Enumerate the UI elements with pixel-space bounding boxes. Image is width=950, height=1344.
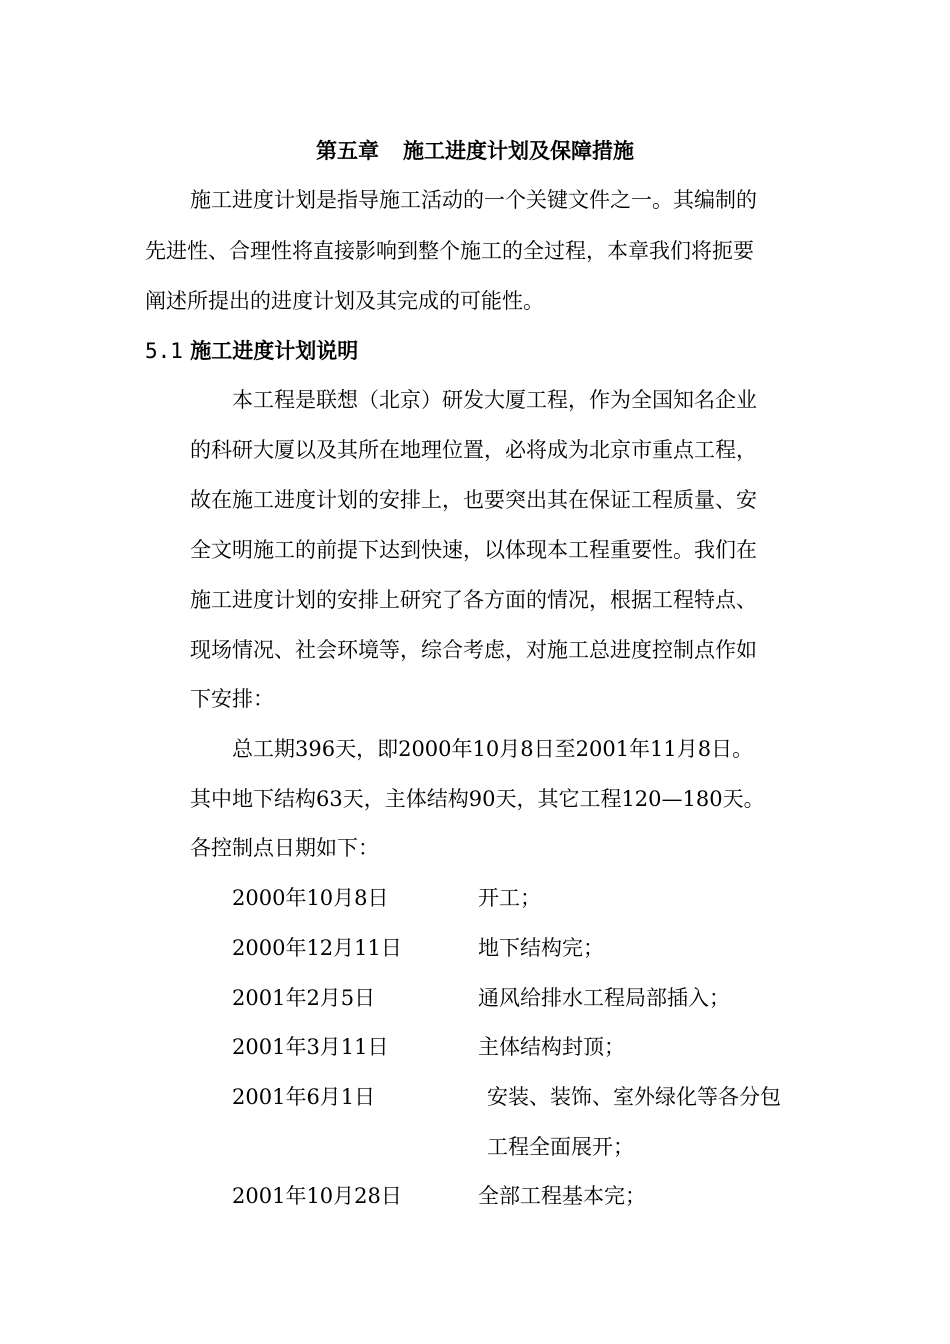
para1-line-4: 全文明施工的前提下达到快速，以体现本工程重要性。我们在 [190, 538, 757, 562]
section-heading [145, 336, 358, 366]
para1-line-5: 施工进度计划的安排上研究了各方面的情况，根据工程特点、 [190, 588, 757, 612]
para2-line-3: 各控制点日期如下： [190, 836, 379, 860]
para1-line-7: 下安排： [190, 687, 274, 711]
intro-line-3: 阐述所提出的进度计划及其完成的可能性。 [145, 289, 544, 313]
para1-line-6: 现场情况、社会环境等，综合考虑，对施工总进度控制点作如 [190, 638, 757, 662]
milestone-event-continued: 工程全面展开； [487, 1135, 634, 1159]
para2-line-1: 总工期396天，即2000年10月8日至2001年11月8日。 [232, 737, 754, 761]
milestone-date: 2000年12月11日 [232, 936, 402, 960]
section-number: 5.1 [145, 339, 183, 363]
intro-line-1: 施工进度计划是指导施工活动的一个关键文件之一。其编制的 [190, 188, 757, 212]
milestone-date: 2001年3月11日 [232, 1035, 389, 1059]
milestone-event: 安装、装饰、室外绿化等各分包 [487, 1085, 781, 1109]
milestone-event: 主体结构封顶； [478, 1035, 625, 1059]
para1-line-3: 故在施工进度计划的安排上，也要突出其在保证工程质量、安 [190, 488, 757, 512]
milestone-event: 全部工程基本完； [478, 1184, 646, 1208]
para1-line-1: 本工程是联想（北京）研发大厦工程，作为全国知名企业 [232, 388, 757, 412]
para1-line-2: 的科研大厦以及其所在地理位置，必将成为北京市重点工程， [190, 438, 757, 462]
milestone-date: 2000年10月8日 [232, 886, 389, 910]
milestone-event: 通风给排水工程局部插入； [478, 986, 730, 1010]
chapter-number: 第五章 [316, 139, 379, 163]
chapter-title [0, 136, 950, 166]
milestone-event: 地下结构完； [478, 936, 604, 960]
chapter-name: 施工进度计划及保障措施 [403, 139, 634, 163]
milestone-date: 2001年2月5日 [232, 986, 376, 1010]
section-title: 施工进度计划说明 [190, 339, 359, 363]
intro-line-2: 先进性、合理性将直接影响到整个施工的全过程，本章我们将扼要 [145, 239, 754, 263]
milestone-date: 2001年6月1日 [232, 1085, 376, 1109]
para2-line-2: 其中地下结构63天，主体结构90天，其它工程120—180天。 [190, 787, 765, 811]
milestone-date: 2001年10月28日 [232, 1184, 402, 1208]
milestone-event: 开工； [478, 886, 541, 910]
